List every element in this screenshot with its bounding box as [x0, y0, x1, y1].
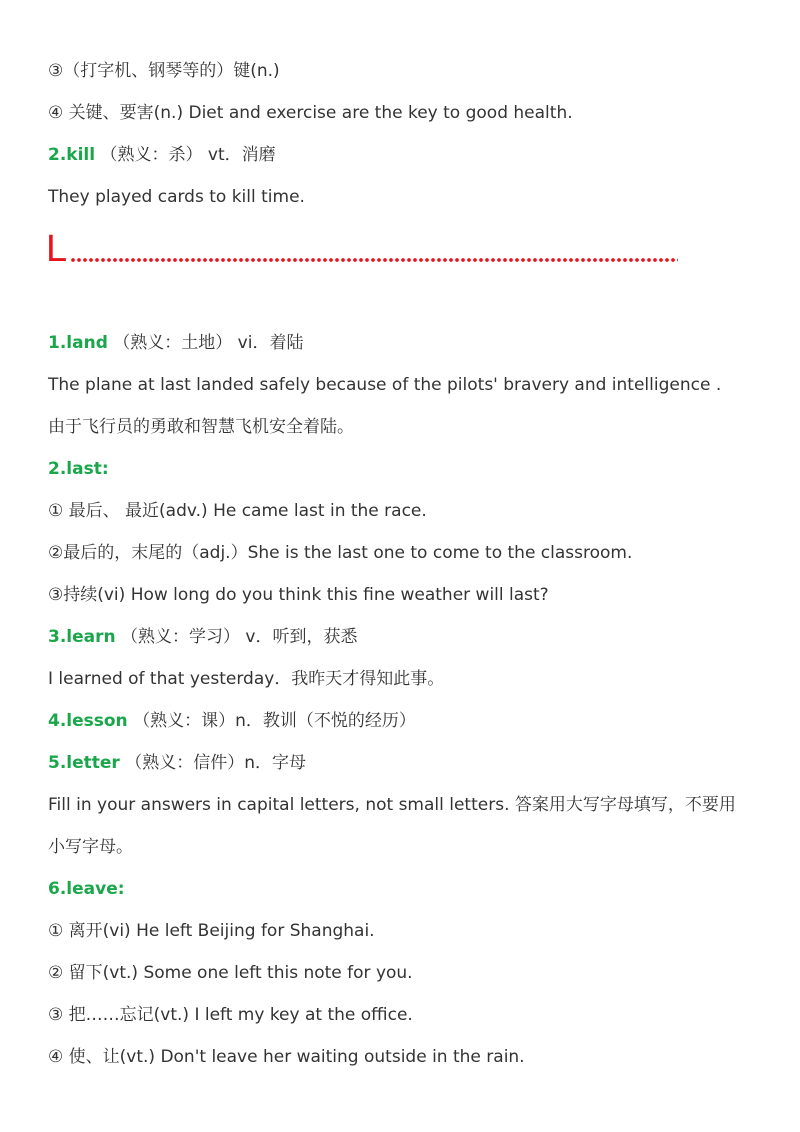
- entry-last: [48, 457, 780, 481]
- entry-learn: [48, 625, 780, 649]
- term-kill: 2.kill: [48, 145, 96, 165]
- key-sense-3: ③（打字机、钢琴等的）键(n.): [48, 61, 280, 81]
- term-learn: 3.learn: [48, 627, 116, 647]
- example-letter-cont: 小写字母。: [48, 837, 133, 857]
- leave-sense-2: ② 留下(vt.) Some one left this note for you.: [48, 963, 413, 983]
- def-land: （熟义：土地） vi．着陆: [113, 333, 304, 353]
- key-sense-4: ④ 关键、要害(n.) Diet and exercise are the key to good health.: [48, 103, 573, 123]
- translation-land: 由于飞行员的勇敢和智慧飞机安全着陆。: [48, 417, 354, 437]
- last-sense-1: ① 最后、 最近(adv.) He came last in the race.: [48, 501, 427, 521]
- leave-sense-4: ④ 使、让(vt.) Don't leave her waiting outside in the rain.: [48, 1047, 525, 1067]
- term-letter: 5.letter: [48, 753, 120, 773]
- def-letter: （熟义：信件）n．字母: [125, 753, 306, 773]
- example-kill: They played cards to kill time.: [48, 187, 305, 207]
- section-dotted-rule: [70, 257, 678, 263]
- term-land: 1.land: [48, 333, 108, 353]
- entry-letter: [48, 751, 780, 775]
- last-sense-2: ②最后的，末尾的（adj.）She is the last one to come to the classroom.: [48, 543, 633, 563]
- def-kill: （熟义：杀） vt．消磨: [100, 145, 276, 165]
- term-leave: 6.leave:: [48, 879, 125, 899]
- entry-kill: [48, 143, 780, 167]
- term-last: 2.last:: [48, 459, 109, 479]
- leave-sense-1: ① 离开(vi) He left Beijing for Shanghai.: [48, 921, 375, 941]
- term-lesson: 4.lesson: [48, 711, 128, 731]
- example-learn: I learned of that yesterday．我昨天才得知此事。: [48, 669, 445, 689]
- last-sense-3: ③持续(vi) How long do you think this fine weather will last?: [48, 585, 549, 605]
- def-learn: （熟义：学习） v．听到，获悉: [121, 627, 358, 647]
- def-lesson: （熟义：课）n．教训（不悦的经历）: [133, 711, 416, 731]
- entry-leave: [48, 877, 780, 901]
- entry-lesson: [48, 709, 780, 733]
- section-heading-l: L: [46, 228, 68, 270]
- leave-sense-3: ③ 把……忘记(vt.) I left my key at the office.: [48, 1005, 413, 1025]
- example-land: The plane at last landed safely because of the pilots' bravery and intelligence .: [48, 375, 722, 395]
- example-letter: Fill in your answers in capital letters, not small letters. 答案用大写字母填写，不要用: [48, 795, 736, 815]
- entry-land: [48, 331, 780, 355]
